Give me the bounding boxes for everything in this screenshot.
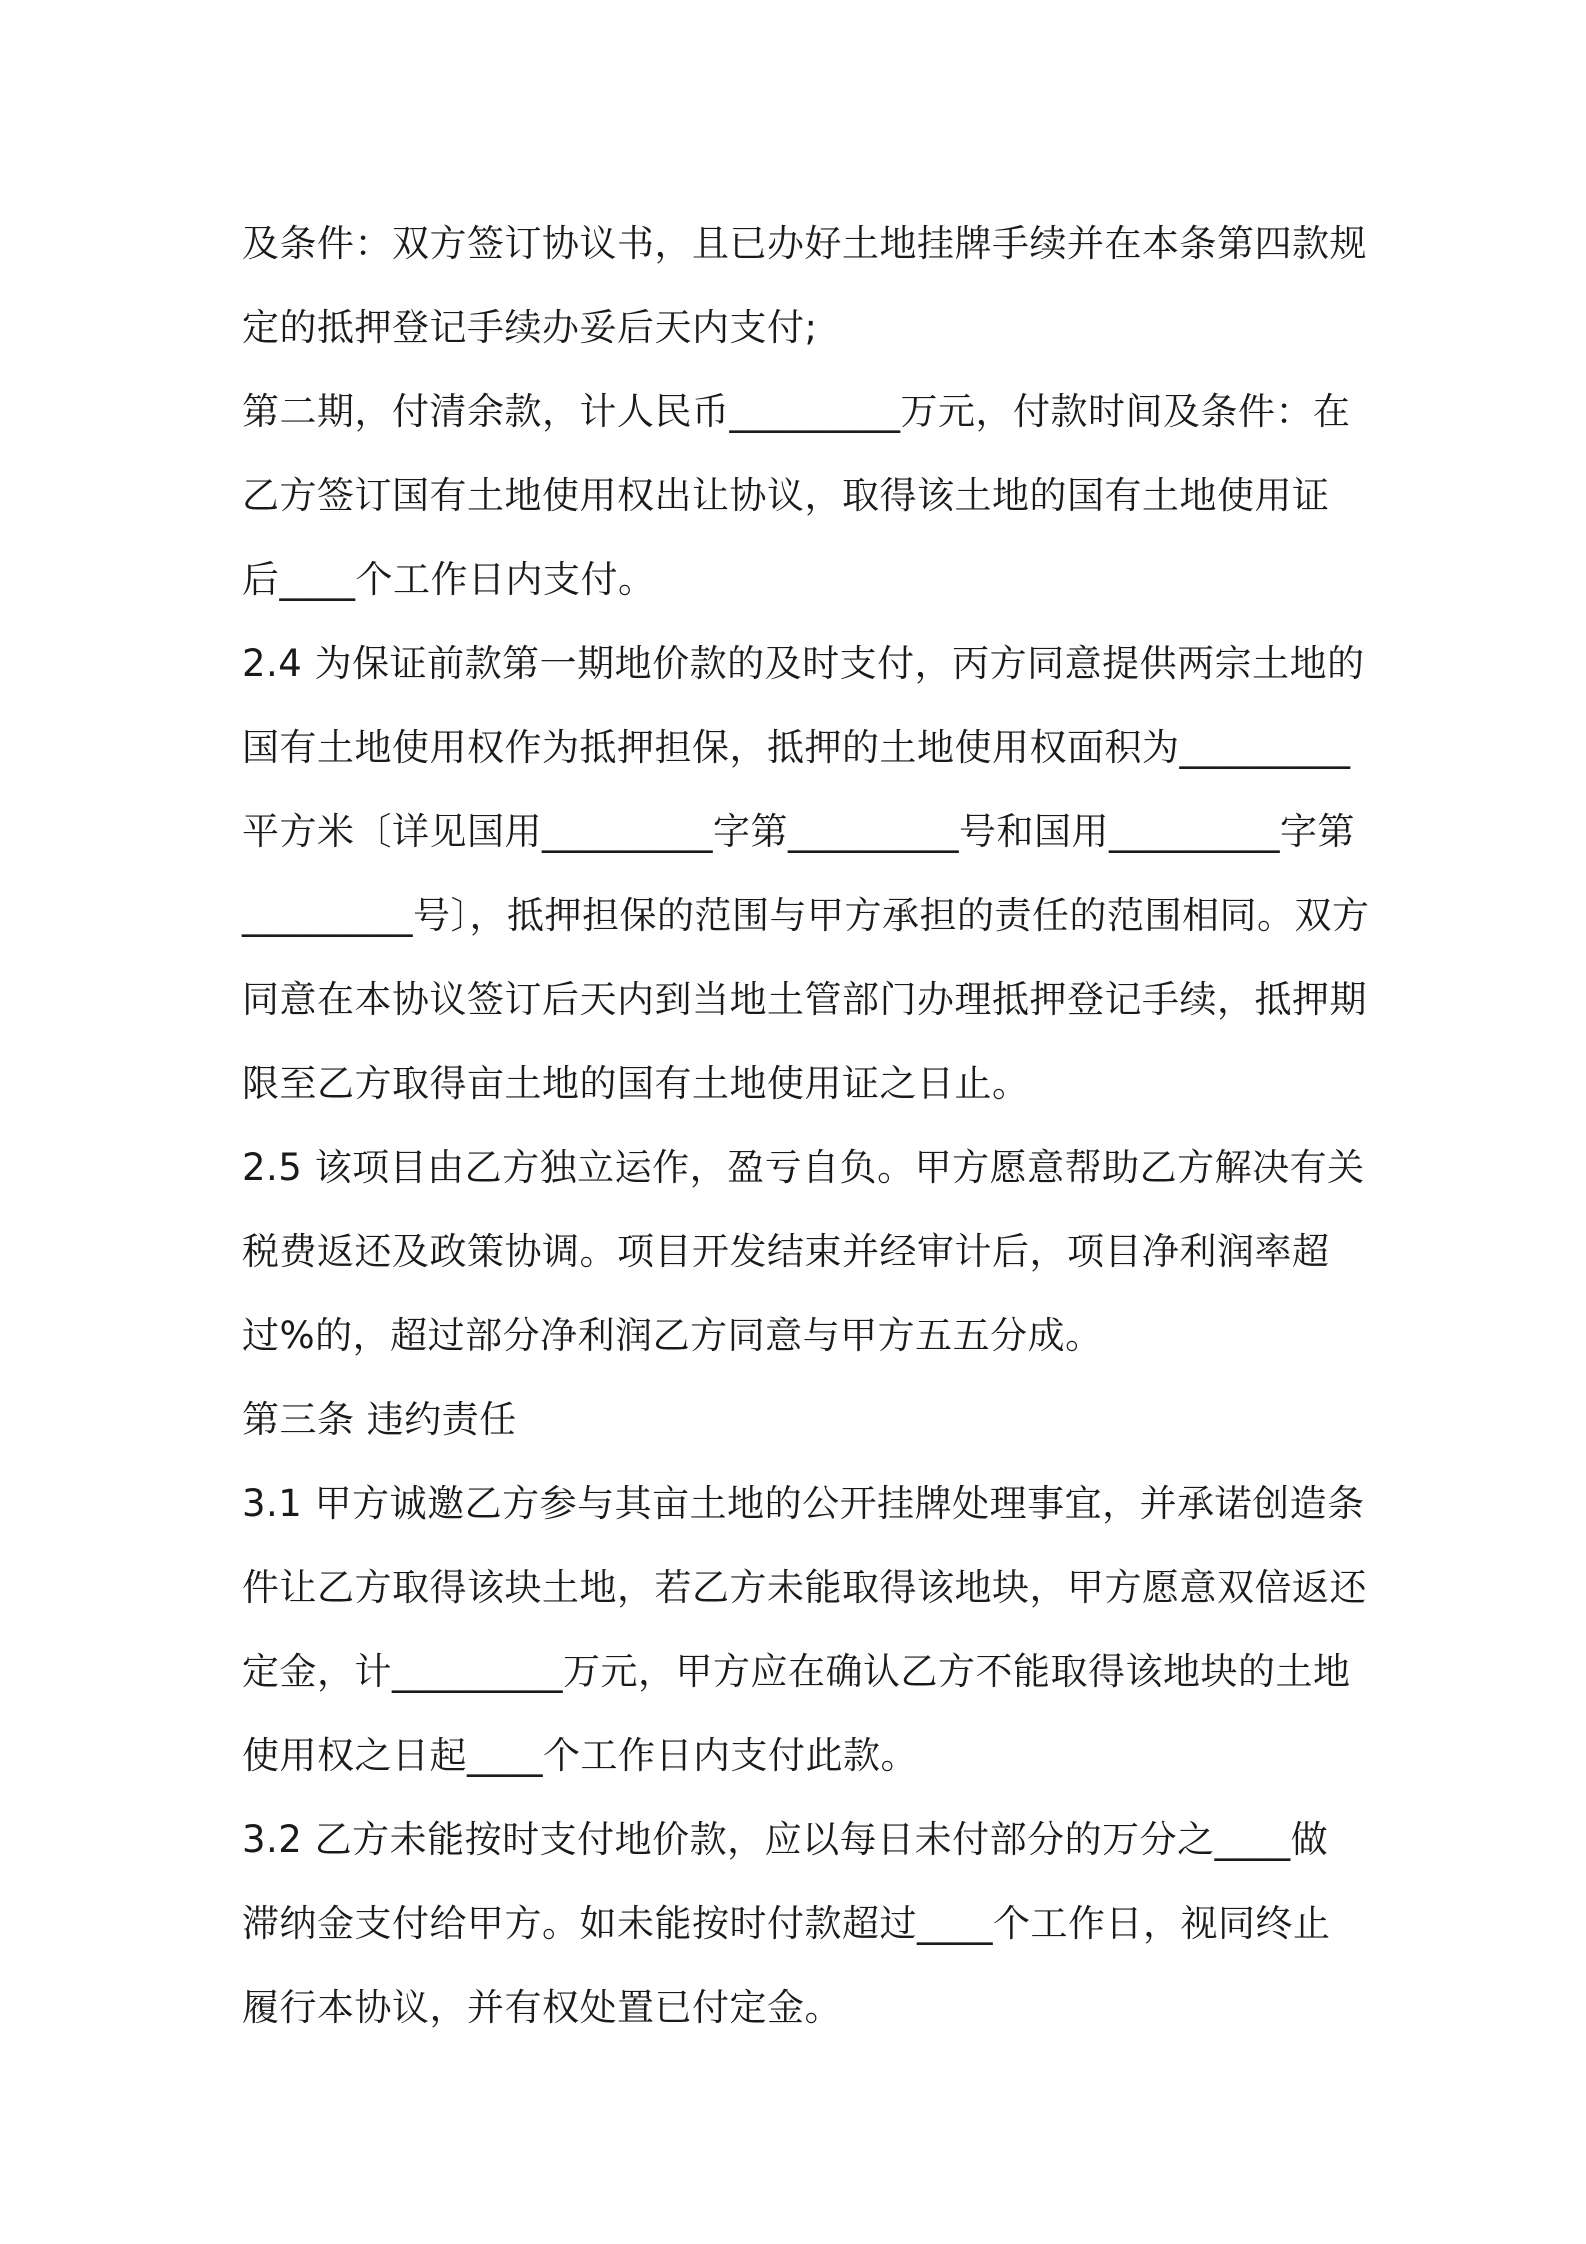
clause-3-1-line: 3.1 甲方诚邀乙方参与其亩土地的公开挂牌处理事宜，并承诺创造条: [242, 1482, 1365, 1525]
text-line: 滞纳金支付给甲方。如未能按时付款超过____个工作日，视同终止: [242, 1902, 1331, 1945]
text-line: _________号〕，抵押担保的范围与甲方承担的责任的范围相同。双方: [242, 894, 1370, 937]
text-line: 国有土地使用权作为抵押担保，抵押的土地使用权面积为_________: [242, 726, 1351, 769]
document-body: [242, 202, 1370, 2050]
clause-3-2-line: 3.2 乙方未能按时支付地价款，应以每日未付部分的万分之____做: [242, 1818, 1329, 1861]
text-line: 后____个工作日内支付。: [242, 558, 656, 601]
text-line: 定的抵押登记手续办妥后天内支付;: [242, 306, 818, 349]
text-line: 过%的，超过部分净利润乙方同意与甲方五五分成。: [242, 1314, 1103, 1357]
text-line: 乙方签订国有土地使用权出让协议，取得该土地的国有土地使用证: [242, 474, 1330, 517]
text-line: 税费返还及政策协调。项目开发结束并经审计后，项目净利润率超: [242, 1230, 1330, 1273]
text-line: 件让乙方取得该块土地，若乙方未能取得该地块，甲方愿意双倍返还: [242, 1566, 1367, 1609]
text-line: 限至乙方取得亩土地的国有土地使用证之日止。: [242, 1062, 1030, 1105]
text-line: 及条件：双方签订协议书，且已办好土地挂牌手续并在本条第四款规: [242, 222, 1367, 265]
text-line: 使用权之日起____个工作日内支付此款。: [242, 1734, 918, 1777]
text-line: 第二期，付清余款，计人民币_________万元，付款时间及条件：在: [242, 390, 1351, 433]
text-line: 同意在本协议签订后天内到当地土管部门办理抵押登记手续，抵押期: [242, 978, 1367, 1021]
text-line: 定金，计_________万元，甲方应在确认乙方不能取得该地块的土地: [242, 1650, 1351, 1693]
section-heading: 第三条 违约责任: [242, 1398, 517, 1441]
clause-2-5-line: 2.5 该项目由乙方独立运作，盈亏自负。甲方愿意帮助乙方解决有关: [242, 1146, 1365, 1189]
text-line: 履行本协议，并有权处置已付定金。: [242, 1986, 842, 2029]
text-line: 平方米〔详见国用_________字第_________号和国用_________字第: [242, 810, 1355, 853]
clause-2-4-line: 2.4 为保证前款第一期地价款的及时支付，丙方同意提供两宗土地的: [242, 642, 1365, 685]
